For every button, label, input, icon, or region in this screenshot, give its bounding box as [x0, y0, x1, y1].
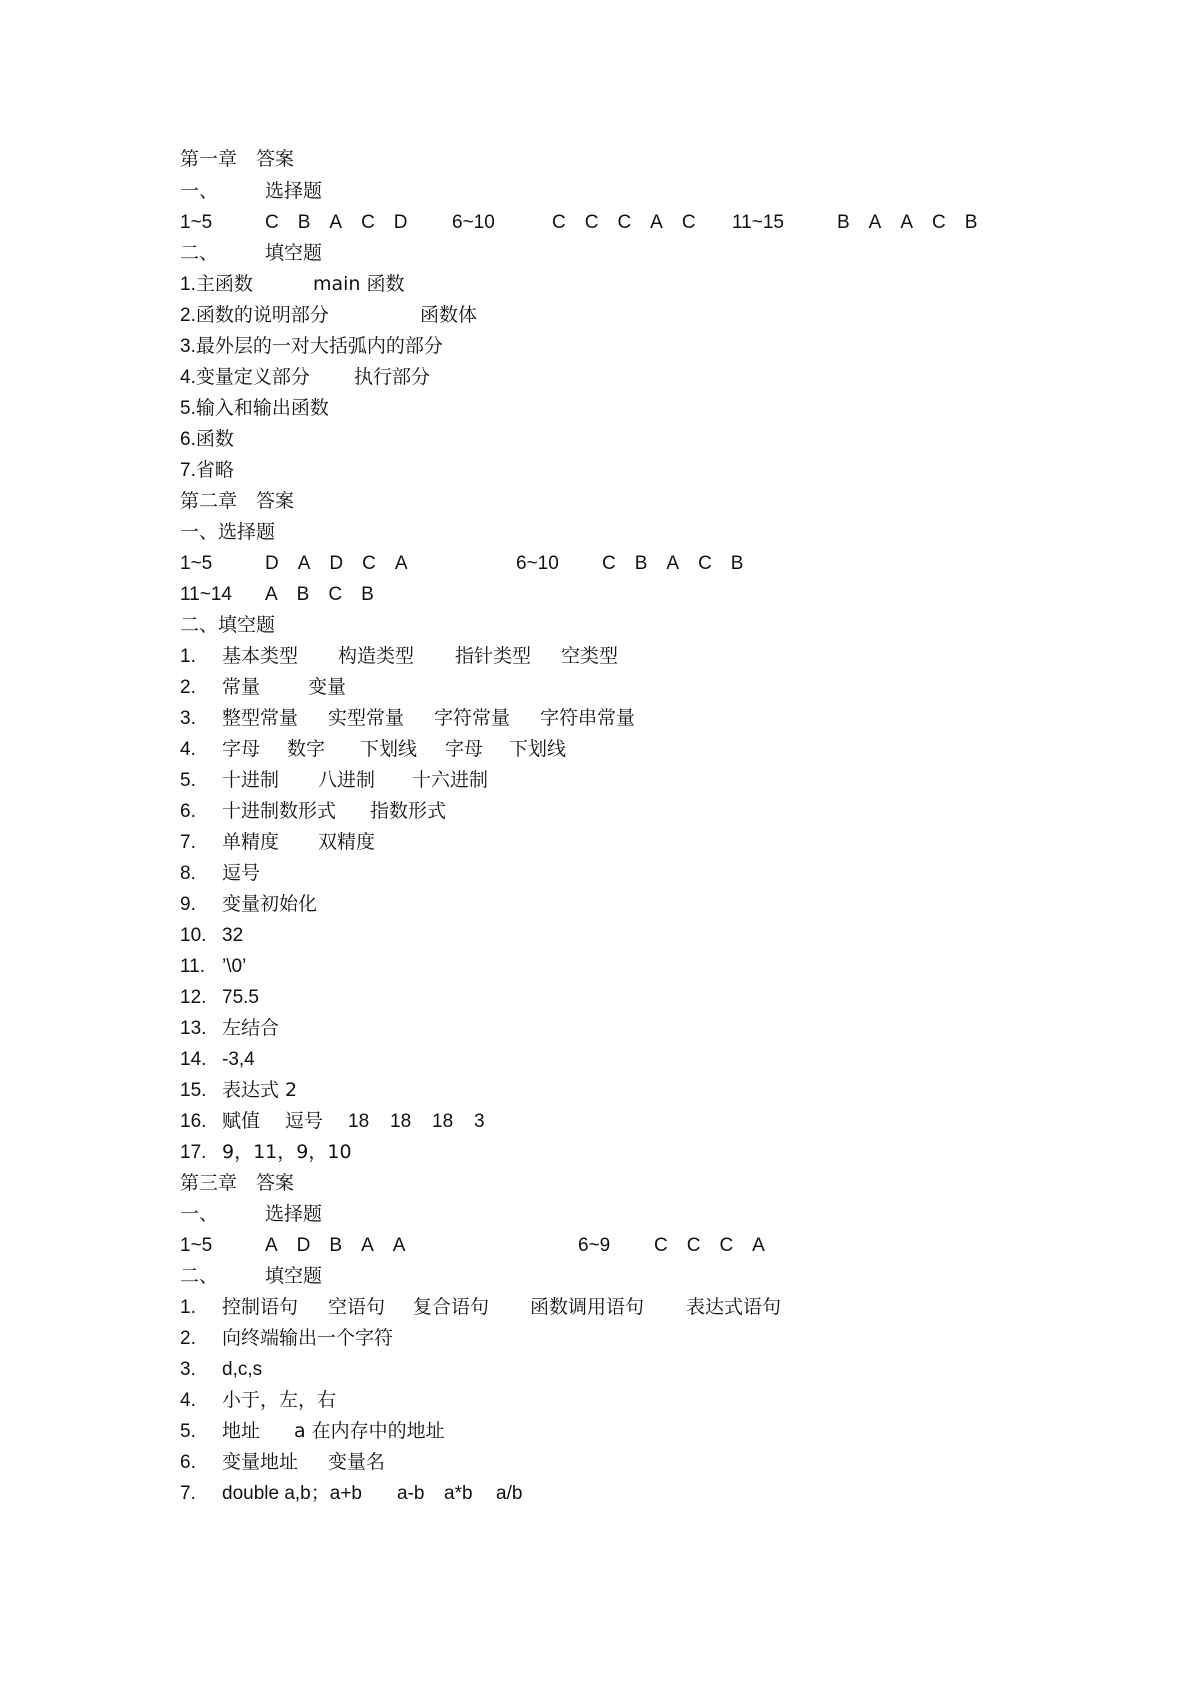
answer-text: 变量定义部分: [195, 366, 310, 388]
answer-text: 表达式 2: [222, 1079, 298, 1101]
section-title: 填空题: [265, 242, 323, 264]
answer-text: 变量初始化: [222, 893, 318, 915]
question-range: 1~5: [180, 553, 213, 574]
answer-letters: C B A C D: [265, 212, 408, 233]
answer-number: 15.: [180, 1080, 207, 1101]
answer-letters: C B A C B: [602, 553, 744, 574]
answer-text: 双精度: [318, 831, 376, 853]
answer-text: 下划线: [360, 738, 418, 760]
question-range: 11~15: [732, 212, 784, 233]
section-number: 一、: [180, 180, 219, 202]
section-title: 选择题: [265, 180, 323, 202]
answer-text: 小于，左，右: [222, 1389, 337, 1411]
chapter2-title: 第二章 答案: [180, 490, 295, 512]
answer-number: 4.: [180, 739, 196, 760]
answer-text: 下划线: [509, 738, 567, 760]
answer-number: 4.: [180, 367, 196, 388]
answer-text: 指数形式: [370, 800, 447, 822]
answer-number: 3.: [180, 1359, 196, 1380]
answer-number: 3.: [180, 708, 196, 729]
question-range: 6~10: [452, 212, 495, 233]
answer-text: 空类型: [561, 645, 619, 667]
answer-text: 字母: [222, 738, 261, 760]
section-number: 一、: [180, 1203, 219, 1225]
answer-text: 向终端输出一个字符: [222, 1327, 394, 1349]
answer-text: 复合语句: [413, 1296, 490, 1318]
answer-text: a-b: [397, 1483, 425, 1504]
answer-text: 构造类型: [338, 645, 415, 667]
answer-letters: C C C A: [654, 1235, 765, 1256]
answer-text: 省略: [195, 459, 234, 481]
answer-number: 4.: [180, 1390, 196, 1411]
section-number: 二、: [180, 242, 219, 264]
answer-text: 执行部分: [354, 366, 431, 388]
answer-text: 十进制: [222, 769, 280, 791]
answer-number: 6.: [180, 801, 196, 822]
answer-text: 常量: [222, 676, 261, 698]
answer-number: 1.: [180, 646, 196, 667]
answer-text: 十六进制: [412, 769, 489, 791]
answer-text: 函数调用语句: [530, 1296, 645, 1318]
answer-number: 2.: [180, 1328, 196, 1349]
answer-text: 18: [348, 1111, 370, 1132]
answer-text: 75.5: [222, 987, 259, 1008]
answer-text: 数字: [287, 738, 326, 760]
answer-text: 函数的说明部分: [195, 304, 329, 326]
answer-number: 11.: [180, 956, 206, 977]
answer-text: 字符常量: [434, 707, 511, 729]
question-range: 1~5: [180, 212, 213, 233]
answer-number: 14.: [180, 1049, 207, 1070]
answer-text: 指针类型: [455, 645, 532, 667]
answer-number: 5.: [180, 398, 196, 419]
answer-number: 1.: [180, 1297, 196, 1318]
answer-letters: D A D C A: [265, 553, 408, 574]
answer-text: double a,b；a+b: [222, 1483, 362, 1504]
answer-letters: B A A C B: [837, 212, 978, 233]
answer-text: 逗号: [285, 1110, 324, 1132]
answer-number: 1.: [180, 274, 196, 295]
chapter2-mc-heading: 一、选择题: [180, 521, 276, 543]
answer-number: 3.: [180, 336, 196, 357]
answer-number: 7.: [180, 460, 196, 481]
chapter2-fill-heading: 二、填空题: [180, 614, 276, 636]
answer-number: 2.: [180, 305, 196, 326]
answer-letters: A B C B: [265, 584, 374, 605]
answer-number: 2.: [180, 677, 196, 698]
answer-number: 6.: [180, 429, 196, 450]
answer-number: 16.: [180, 1111, 207, 1132]
answer-text: 控制语句: [222, 1296, 299, 1318]
answer-text: 字符串常量: [540, 707, 636, 729]
section-number: 二、: [180, 1265, 219, 1287]
answer-number: 17.: [180, 1142, 207, 1163]
question-range: 1~5: [180, 1235, 213, 1256]
answer-text: 32: [222, 925, 244, 946]
answer-number: 7.: [180, 832, 196, 853]
question-range: 6~10: [516, 553, 559, 574]
chapter3-title: 第三章 答案: [180, 1172, 295, 1194]
answer-text: 3: [474, 1111, 485, 1132]
answer-text: 整型常量: [222, 707, 299, 729]
answer-text: 输入和输出函数: [195, 397, 329, 419]
answer-number: 13.: [180, 1018, 207, 1039]
answer-text: 赋值: [222, 1110, 261, 1132]
answer-text: 变量名: [328, 1451, 386, 1473]
question-range: 6~9: [578, 1235, 611, 1256]
answer-number: 10.: [180, 925, 207, 946]
answer-text: 八进制: [318, 769, 376, 791]
answer-text: 函数: [195, 428, 234, 450]
answer-text: 基本类型: [222, 645, 299, 667]
answer-text: 18: [432, 1111, 454, 1132]
answer-text: 最外层的一对大括弧内的部分: [195, 335, 443, 357]
answer-text: a*b: [444, 1483, 473, 1504]
chapter1-title: 第一章 答案: [180, 148, 295, 170]
answer-text: 主函数: [195, 273, 253, 295]
answer-number: 6.: [180, 1452, 196, 1473]
answer-number: 12.: [180, 987, 207, 1008]
question-range: 11~14: [180, 584, 232, 605]
answer-text: 字母: [445, 738, 484, 760]
answer-text: 9，11，9，10: [222, 1141, 352, 1163]
section-title: 填空题: [265, 1265, 323, 1287]
answer-text: main 函数: [313, 273, 405, 295]
answer-text: d,c,s: [222, 1359, 263, 1380]
answer-number: 9.: [180, 894, 196, 915]
answer-text: 单精度: [222, 831, 280, 853]
answer-number: 5.: [180, 1421, 196, 1442]
answer-text: a 在内存中的地址: [294, 1420, 445, 1442]
answer-number: 7.: [180, 1483, 196, 1504]
answer-letters: C C C A C: [552, 212, 696, 233]
answer-text: 变量: [308, 676, 347, 698]
answer-letters: A D B A A: [265, 1235, 406, 1256]
answer-text: 地址: [222, 1420, 261, 1442]
section-title: 选择题: [265, 1203, 323, 1225]
answer-text: 变量地址: [222, 1451, 299, 1473]
answer-number: 8.: [180, 863, 196, 884]
answer-number: 5.: [180, 770, 196, 791]
answer-text: 函数体: [420, 304, 478, 326]
answer-text: -3,4: [222, 1049, 255, 1070]
answer-text: 18: [390, 1111, 412, 1132]
answer-text: a/b: [496, 1483, 523, 1504]
answer-text: 十进制数形式: [222, 800, 337, 822]
answer-text: 实型常量: [328, 707, 405, 729]
answer-text: 左结合: [222, 1017, 280, 1039]
answer-text: 空语句: [328, 1296, 386, 1318]
answer-text: 表达式语句: [686, 1296, 782, 1318]
answer-text: ’\0’: [222, 956, 247, 977]
answer-text: 逗号: [222, 862, 261, 884]
